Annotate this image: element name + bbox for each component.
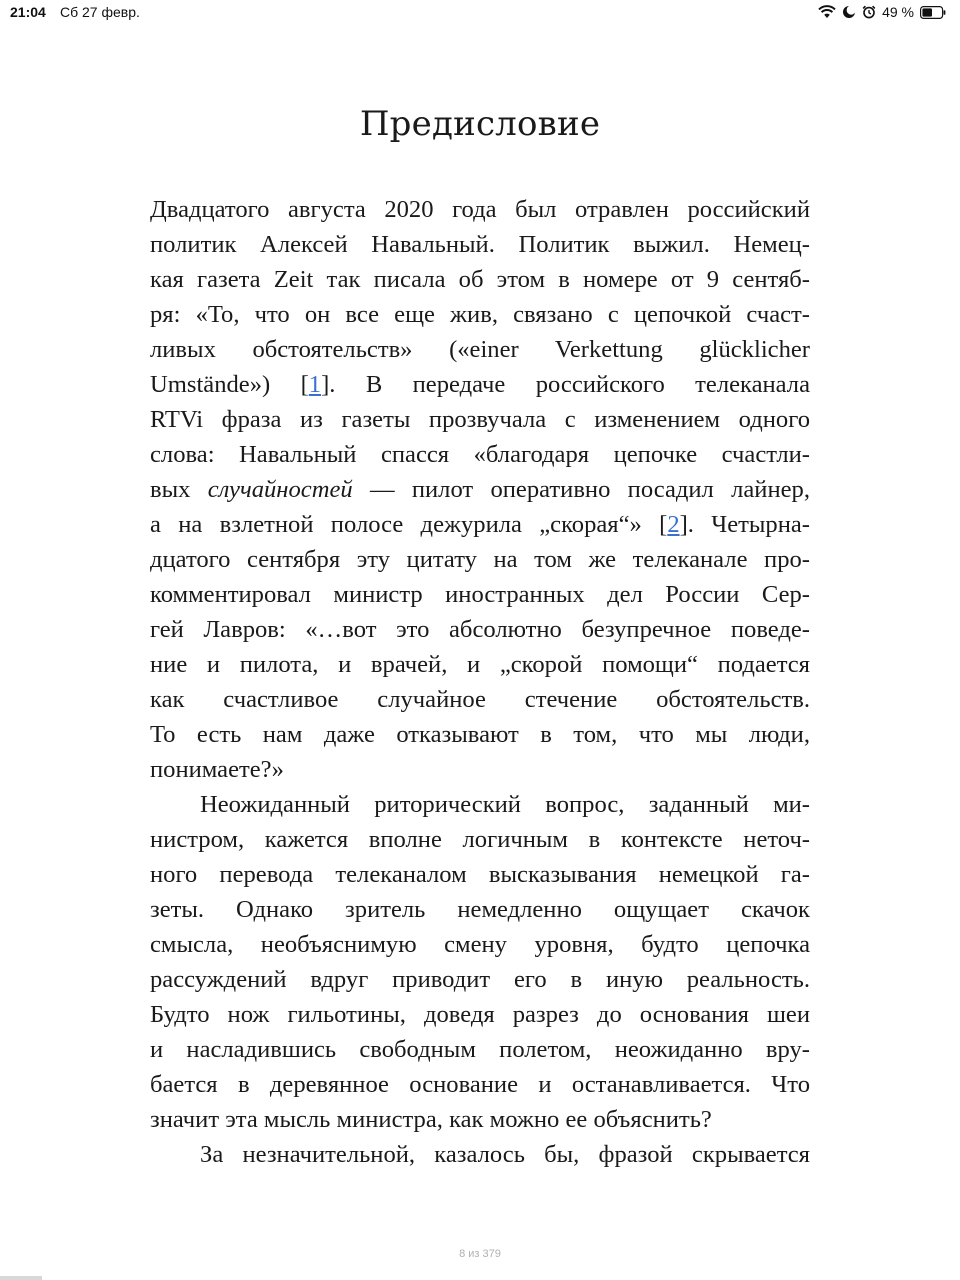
- text-line: слова: Навальный спасся «благодаря цепочке счастли-: [150, 441, 810, 468]
- text-segment: — пилот оперативно посадил лайнер,: [352, 476, 810, 503]
- text-line: нистром, кажется вполне логичным в контексте неточ-: [150, 826, 810, 853]
- home-indicator-fragment: [0, 1276, 42, 1280]
- footnote-link-2[interactable]: 2: [667, 511, 680, 538]
- text-line: [150, 507, 810, 542]
- text-line: [150, 472, 810, 507]
- battery-percent: 49 %: [882, 4, 914, 20]
- text-line: политик Алексей Навальный. Политик выжил. Немец-: [150, 231, 810, 258]
- text-line: гей Лавров: «…вот это абсолютно безупречное поведе-: [150, 616, 810, 643]
- text-line: и насладившись свободным полетом, неожиданно вру-: [150, 1036, 810, 1063]
- text-segment: ]. В передаче российского телеканала: [321, 371, 810, 398]
- text-segment: вых: [150, 476, 208, 503]
- text-line: Двадцатого августа 2020 года был отравлен российский: [150, 196, 810, 223]
- text-segment: ]. Четырна-: [679, 511, 810, 538]
- text-segment: а на взлетной полосе дежурила „скорая“» [: [150, 511, 668, 538]
- chapter-title: Предисловие: [359, 104, 601, 144]
- footnote-link-1[interactable]: 1: [308, 371, 322, 398]
- text-line: кая газета Zeit так писала об этом в номере от 9 сентяб-: [150, 266, 810, 293]
- text-line: Будто нож гильотины, доведя разрез до основания шеи: [150, 1001, 810, 1028]
- status-indicators: [818, 4, 946, 20]
- text-line: дцатого сентября эту цитату на том же телеканале про-: [150, 546, 810, 573]
- text-line: бается в деревянное основание и останавливается. Что: [150, 1071, 810, 1098]
- text-line: как счастливое случайное стечение обстоятельств.: [150, 686, 810, 713]
- text-line: понимаете?»: [150, 756, 284, 783]
- text-line: За незначительной, казалось бы, фразой скрывается: [200, 1141, 810, 1168]
- text-line: зеты. Однако зритель немедленно ощущает скачок: [150, 896, 810, 923]
- status-time: 21:04: [10, 4, 46, 20]
- page-indicator: 8 из 379: [459, 1248, 501, 1260]
- italic-text: случайностей: [207, 476, 353, 503]
- text-segment: Umstände») [: [150, 371, 309, 398]
- text-line: Неожиданный риторический вопрос, заданный ми-: [200, 791, 810, 818]
- alarm-icon: [862, 5, 876, 19]
- text-line: рассуждений вдруг приводит его в иную реальность.: [150, 966, 810, 993]
- battery-icon: [920, 6, 946, 19]
- text-line: ного перевода телеканалом высказывания немецкой га-: [150, 861, 810, 888]
- status-bar: [0, 0, 960, 26]
- status-date: Сб 27 февр.: [60, 4, 140, 20]
- text-line: ря: «То, что он все еще жив, связано с цепочкой счаст-: [150, 301, 810, 328]
- text-line: То есть нам даже отказывают в том, что мы люди,: [150, 721, 810, 748]
- wifi-icon: [818, 5, 836, 19]
- text-line: смысла, необъяснимую смену уровня, будто цепочка: [150, 931, 810, 958]
- text-line: значит эта мысль министра, как можно ее объяснить?: [150, 1106, 712, 1133]
- text-line: RTVi фраза из газеты прозвучала с изменением одного: [150, 406, 810, 433]
- text-line: ние и пилота, и врачей, и „скорой помощи“ подается: [150, 651, 810, 678]
- text-line: ливых обстоятельств» («einer Verkettung glücklicher: [150, 336, 810, 363]
- text-line: [150, 367, 810, 402]
- do-not-disturb-icon: [842, 5, 856, 19]
- text-line: комментировал министр иностранных дел России Сер-: [150, 581, 810, 608]
